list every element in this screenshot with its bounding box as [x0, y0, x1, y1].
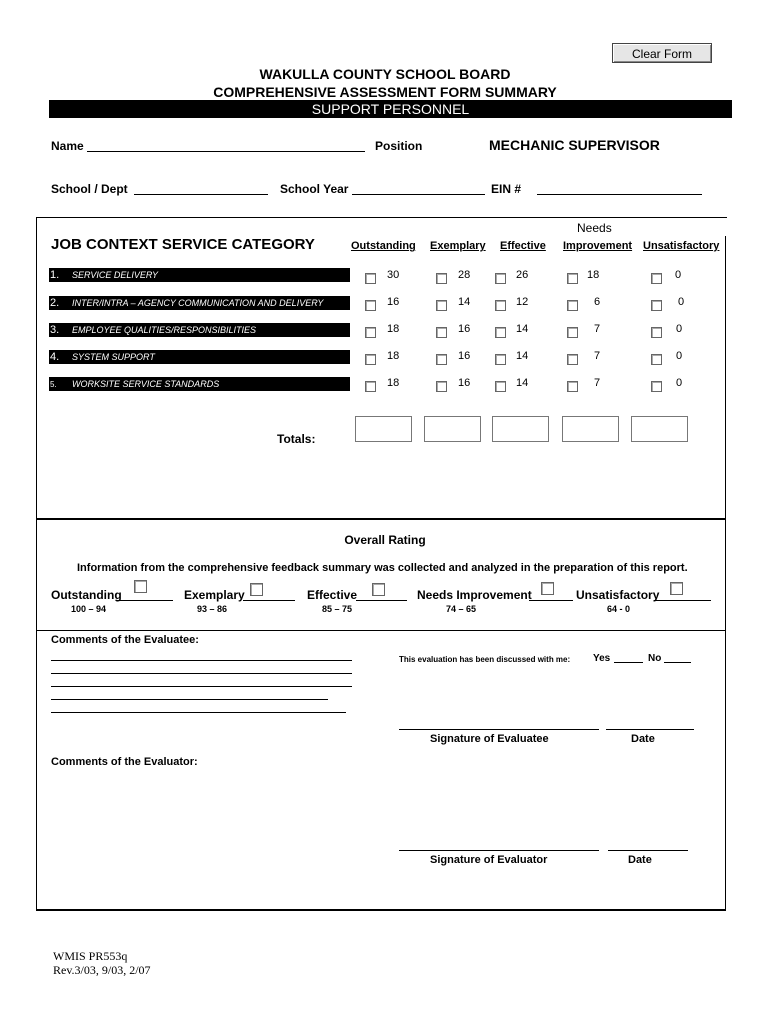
- left-border: [36, 217, 37, 910]
- total-unsatisfactory-field[interactable]: [631, 416, 688, 442]
- revision-info: Rev.3/03, 9/03, 2/07: [53, 963, 151, 977]
- evaluatee-comments-label: Comments of the Evaluatee:: [51, 634, 199, 646]
- evaluatee-comment-line[interactable]: [51, 673, 352, 674]
- rating-effective-checkbox[interactable]: [372, 583, 385, 596]
- score-value: 18: [387, 350, 400, 362]
- no-field[interactable]: [664, 662, 691, 663]
- score-value: 0: [678, 296, 685, 308]
- rating-exemplary-label: Exemplary: [184, 588, 245, 602]
- rating-unsatisfactory-checkbox[interactable]: [670, 582, 683, 595]
- rating-unsatisfactory-line: [654, 600, 711, 601]
- school-dept-field[interactable]: [134, 194, 268, 195]
- evaluatee-comment-line[interactable]: [51, 660, 352, 661]
- discussed-text: This evaluation has been discussed with me:: [399, 655, 571, 664]
- score-value: 18: [387, 377, 400, 389]
- rating-exemplary-line: [243, 600, 295, 601]
- col-improvement: Improvement: [563, 240, 633, 252]
- category-row-system-support: [49, 350, 350, 364]
- checkbox-effective[interactable]: [495, 300, 506, 311]
- evaluatee-date-line[interactable]: [606, 729, 694, 730]
- evaluatee-signature-line[interactable]: [399, 729, 599, 730]
- checkbox-outstanding[interactable]: [365, 273, 376, 284]
- rating-outstanding-range: 100 – 94: [71, 604, 107, 614]
- row-label: SYSTEM SUPPORT: [72, 352, 155, 362]
- score-value: 0: [676, 323, 683, 335]
- position-value[interactable]: MECHANIC SUPERVISOR: [489, 137, 660, 153]
- evaluatee-comment-line[interactable]: [51, 686, 352, 687]
- score-value: 14: [516, 350, 529, 362]
- row-label: EMPLOYEE QUALITIES/RESPONSIBILITIES: [72, 325, 257, 335]
- form-code: WMIS PR553q: [53, 949, 128, 963]
- ein-label: EIN #: [491, 182, 522, 196]
- score-value: 12: [516, 296, 529, 308]
- checkbox-effective[interactable]: [495, 381, 506, 392]
- category-row-employee-qualities: [49, 323, 350, 337]
- name-field[interactable]: [87, 151, 365, 152]
- row-number: 2.: [50, 297, 60, 309]
- rating-effective-range: 85 – 75: [322, 604, 353, 614]
- right-border: [725, 236, 726, 910]
- checkbox-needs-improvement[interactable]: [567, 300, 578, 311]
- total-outstanding-field[interactable]: [355, 416, 412, 442]
- no-label: No: [648, 653, 662, 664]
- clear-form-button[interactable]: Clear Form: [612, 43, 712, 63]
- checkbox-exemplary[interactable]: [436, 327, 447, 338]
- rating-effective-label: Effective: [307, 588, 358, 602]
- row-number: 3.: [50, 324, 60, 336]
- checkbox-unsatisfactory[interactable]: [651, 300, 662, 311]
- checkbox-unsatisfactory[interactable]: [651, 381, 662, 392]
- evaluator-date-line[interactable]: [608, 850, 688, 851]
- bottom-border: [36, 909, 726, 911]
- evaluator-signature-label: Signature of Evaluator: [430, 854, 548, 866]
- rating-needs-improvement-label: Needs Improvement: [417, 588, 532, 602]
- score-value: 18: [387, 323, 400, 335]
- rating-unsatisfactory-range: 64 - 0: [607, 604, 631, 614]
- score-value: 30: [387, 269, 400, 281]
- name-label: Name: [51, 139, 84, 153]
- support-personnel-banner: SUPPORT PERSONNEL: [49, 100, 732, 118]
- rating-needs-improvement-range: 74 – 65: [446, 604, 477, 614]
- ein-field[interactable]: [537, 194, 702, 195]
- score-value: 14: [458, 296, 471, 308]
- category-row-communication: [49, 296, 350, 310]
- rating-unsatisfactory-label: Unsatisfactory: [576, 588, 660, 602]
- col-effective: Effective: [500, 240, 546, 252]
- score-value: 0: [676, 350, 683, 362]
- rating-outstanding-label: Outstanding: [51, 588, 122, 602]
- checkbox-unsatisfactory[interactable]: [651, 273, 662, 284]
- score-value: 28: [458, 269, 471, 281]
- evaluatee-comment-line[interactable]: [51, 712, 346, 713]
- row-label: WORKSITE SERVICE STANDARDS: [72, 379, 220, 389]
- position-label: Position: [375, 139, 423, 153]
- needs-label: Needs: [577, 221, 612, 235]
- checkbox-unsatisfactory[interactable]: [651, 354, 662, 365]
- yes-label: Yes: [593, 653, 611, 664]
- evaluator-comments-label: Comments of the Evaluator:: [51, 756, 198, 768]
- overall-rating-title: Overall Rating: [344, 533, 426, 547]
- checkbox-needs-improvement[interactable]: [567, 273, 578, 284]
- checkbox-unsatisfactory[interactable]: [651, 327, 662, 338]
- checkbox-needs-improvement[interactable]: [567, 381, 578, 392]
- checkbox-needs-improvement[interactable]: [567, 327, 578, 338]
- rating-exemplary-range: 93 – 86: [197, 604, 228, 614]
- school-year-field[interactable]: [352, 194, 485, 195]
- checkbox-outstanding[interactable]: [365, 300, 376, 311]
- school-board-title: WAKULLA COUNTY SCHOOL BOARD: [259, 66, 511, 82]
- score-value: 0: [676, 377, 683, 389]
- checkbox-outstanding[interactable]: [365, 354, 376, 365]
- rating-outstanding-checkbox[interactable]: [134, 580, 147, 593]
- score-value: 16: [458, 377, 471, 389]
- rating-effective-line: [356, 600, 407, 601]
- score-value: 6: [594, 296, 601, 308]
- evaluatee-signature-label: Signature of Evaluatee: [430, 733, 549, 745]
- checkbox-exemplary[interactable]: [436, 300, 447, 311]
- rating-needs-improvement-line: [529, 600, 573, 601]
- score-value: 14: [516, 377, 529, 389]
- section-divider: [36, 518, 726, 520]
- category-title: JOB CONTEXT SERVICE CATEGORY: [51, 236, 315, 253]
- score-value: 7: [594, 350, 601, 362]
- score-value: 16: [387, 296, 400, 308]
- evaluator-signature-line[interactable]: [399, 850, 599, 851]
- col-unsatisfactory: Unsatisfactory: [643, 240, 720, 252]
- row-number: 5.: [50, 380, 57, 389]
- rating-exemplary-checkbox[interactable]: [250, 583, 263, 596]
- row-label: INTER/INTRA – AGENCY COMMUNICATION AND DELIVERY: [72, 298, 324, 308]
- score-value: 0: [675, 269, 682, 281]
- evaluatee-comment-line[interactable]: [51, 699, 328, 700]
- checkbox-exemplary[interactable]: [436, 354, 447, 365]
- checkbox-effective[interactable]: [495, 273, 506, 284]
- score-value: 18: [587, 269, 600, 281]
- col-exemplary: Exemplary: [430, 240, 486, 252]
- checkbox-outstanding[interactable]: [365, 327, 376, 338]
- score-value: 14: [516, 323, 529, 335]
- overall-info-text: Information from the comprehensive feedback summary was collected and analyzed in the preparation of this report.: [77, 562, 688, 574]
- total-exemplary-field[interactable]: [424, 416, 481, 442]
- row-number: 4.: [50, 351, 60, 363]
- checkbox-needs-improvement[interactable]: [567, 354, 578, 365]
- yes-field[interactable]: [614, 662, 643, 663]
- checkbox-effective[interactable]: [495, 354, 506, 365]
- checkbox-exemplary[interactable]: [436, 273, 447, 284]
- score-value: 7: [594, 377, 601, 389]
- totals-label: Totals:: [277, 432, 316, 446]
- school-year-label: School Year: [280, 182, 349, 196]
- score-value: 7: [594, 323, 601, 335]
- score-value: 26: [516, 269, 529, 281]
- school-dept-label: School / Dept: [51, 182, 128, 196]
- score-value: 16: [458, 323, 471, 335]
- rating-outstanding-line: [117, 600, 173, 601]
- category-row-service-delivery: [49, 268, 350, 282]
- col-outstanding: Outstanding: [351, 240, 416, 252]
- category-top-rule: [36, 217, 727, 218]
- total-improvement-field[interactable]: [562, 416, 619, 442]
- category-row-worksite-standards: [49, 377, 350, 391]
- checkbox-exemplary[interactable]: [436, 381, 447, 392]
- row-label: SERVICE DELIVERY: [72, 270, 159, 280]
- evaluatee-date-label: Date: [631, 733, 655, 745]
- comments-divider: [36, 630, 726, 631]
- total-effective-field[interactable]: [492, 416, 549, 442]
- checkbox-effective[interactable]: [495, 327, 506, 338]
- rating-needs-improvement-checkbox[interactable]: [541, 582, 554, 595]
- checkbox-outstanding[interactable]: [365, 381, 376, 392]
- evaluator-date-label: Date: [628, 854, 652, 866]
- form-title: COMPREHENSIVE ASSESSMENT FORM SUMMARY: [213, 84, 557, 100]
- row-number: 1.: [50, 269, 60, 281]
- score-value: 16: [458, 350, 471, 362]
